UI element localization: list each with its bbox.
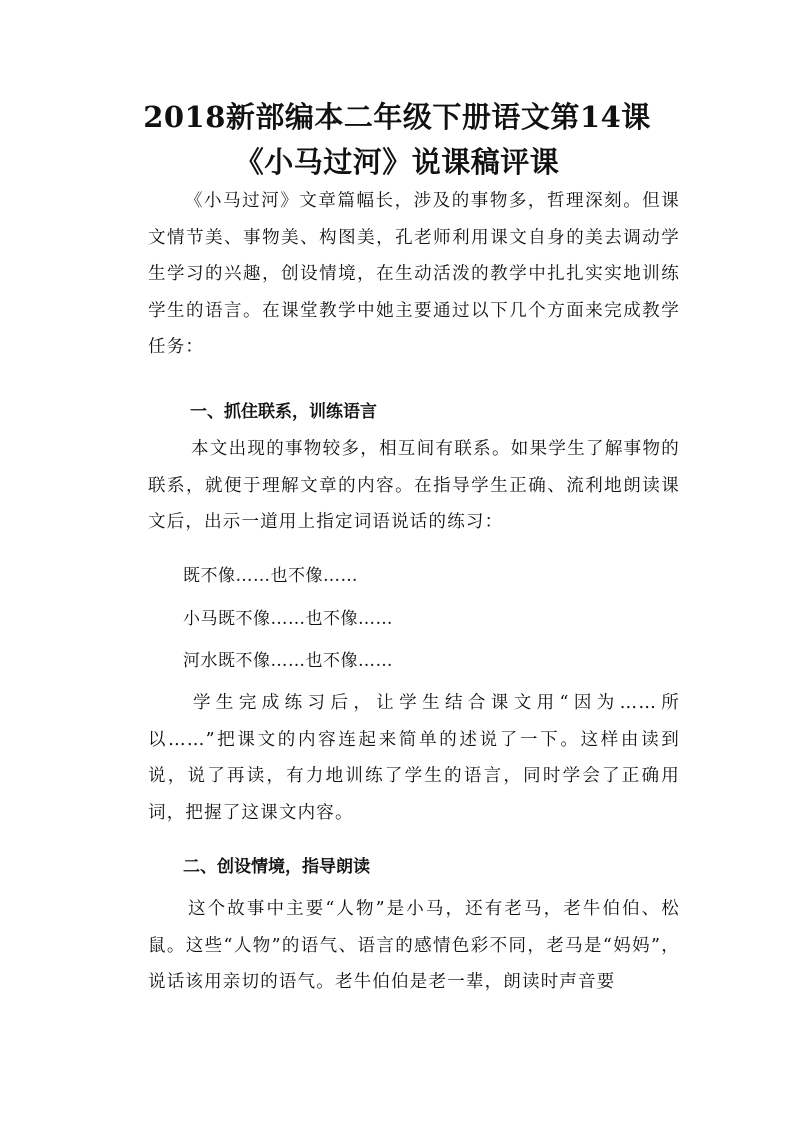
section1-paragraph: 本文出现的事物较多，相互间有联系。如果学生了解事物的联系，就便于理解文章的内容。在指导学生正确、流利地朗读课文后，出示一道用上指定词语说话的练习： (148, 439, 680, 532)
section1-heading: 一、抓住联系，训练语言 (190, 402, 377, 422)
document-title-line1: 2018新部编本二年级下册语文第14课 (143, 100, 651, 134)
section2-heading: 二、创设情境，指导朗读 (183, 857, 370, 877)
section2-paragraph: 这个故事中主要“人物”是小马，还有老马，老牛伯伯、松鼠。这些“人物”的语气、语言的感情色彩不同，老马是“妈妈”，说话该用亲切的语气。老牛伯伯是老一辈，朗读时声音要 (148, 899, 680, 992)
exercise-line-3: 河水既不像……也不像…… (183, 651, 393, 671)
exercise-line-2: 小马既不像……也不像…… (183, 609, 393, 629)
document-title-line2: 《小马过河》说课稿评课 (234, 145, 560, 179)
exercise-line-1: 既不像……也不像…… (183, 566, 358, 586)
intro-paragraph: 《小马过河》文章篇幅长，涉及的事物多，哲理深刻。但课文情节美、事物美、构图美，孔老师利用课文自身的美去调动学生学习的兴趣，创设情境，在生动活泼的教学中扎扎实实地训练学生的语言。在课堂教学中她主要通过以下几个方面来完成教学任务： (148, 191, 680, 357)
section1-paragraph-2: 学生完成练习后，让学生结合课文用“因为……所以……”把课文的内容连起来简单的述说了一下。这样由读到说，说了再读，有力地训练了学生的语言，同时学会了正确用词，把握了这课文内容。 (148, 693, 680, 823)
